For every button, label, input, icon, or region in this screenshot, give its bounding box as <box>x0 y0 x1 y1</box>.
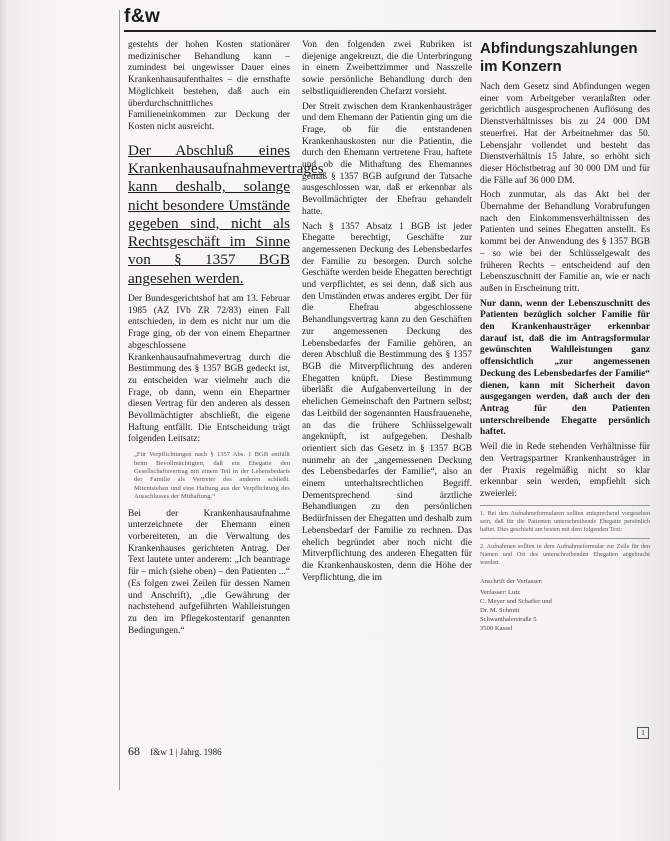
column-2 <box>302 40 472 778</box>
col1-footnote: „Für Verpflichtungen nach § 1357 Abs. 1 BGB entfällt beim Bevollmächtigten, daß ein Ehegatte den Gesellschaftsvertrag mit einem Teil in der Lebensbedarfs der Familie als Vertreter des anderen schließt. Mitentstehen und eine Haftung aus der Verpflichtung des Ausschlusses der Mithaftung.“ <box>134 451 290 501</box>
pull-quote: Der Abschluß eines Krankenhausaufnahmevertrages kann deshalb, solange nicht besondere Umstände gegeben sind, nicht als Rechtsgeschäft im Sinne von § 1357 BGB angesehen werden. <box>128 141 324 287</box>
page-number: 68 <box>128 744 140 758</box>
col2-paragraph-3: Nach § 1357 Absatz 1 BGB ist jeder Ehegatte berechtigt, Geschäfte zur angemessenen Deckung des Lebensbedarfes der Familie zu besorgen. Durch solche Geschäfte werden beide Ehegatten berechtigt und verpflichtet, es sei denn, daß sich aus den Umständen etwas anderes ergibt. Der für die Ehefrau abgeschlossene Behandlungsvertrag kann zu den Geschäften zur angemessenen Deckung des Lebensbedarfes der Familie gehören, an deren Abschluß die Bestimmung des § 1357 BGB die Mitverpflichtung des anderen Ehegatten knüpft. Diese Bestimmung überläßt die Aufgabenverteilung in der ehelichen Gemeinschaft den Partnern selbst; das Leitbild der sogenannten Hausfrauenehe, an das die frühere Schlüsselgewalt angeknüpft, ist aufgegeben. Deshalb orientiert sich das Gesetz in § 1357 BGB nunmehr an der „angemessenen Deckung des Lebensbedarfes der Familie“, also an einem unterhaltsrechtlichen Begriff. Dementsprechend sind ärztliche Behandlungen zu den persönlichen Bedürfnissen der Ehegatten und deshalb zum Lebensbedarf der Familie zu rechnen. Das ehelich begründet aber noch nicht die Mitverpflichtung des anderen Ehegatten für die Krankenhauskosten, denn die Höhe der Verpflichtung, die im <box>302 221 472 583</box>
issue-info: f&w 1 | Jahrg. 1986 <box>150 747 222 757</box>
corner-mark: 1 <box>637 727 649 739</box>
col1-paragraph-2: Bei der Krankenhausaufnahme unterzeichnete der Ehemann einen vorbereiteten, an die Verwaltung des Krankenhauses gerichteten Antrag. Der Text lautete unter anderem: „Ich beantrage für – mich (siehe oben) – den Patienten ...“ (Es folgen zwei Zeilen für dessen Namen und Anschrift), „die Gewährung der nachstehend aufgeführten Wahlleistungen zu den im Pflegekostentarif genannten Bedingungen.“ <box>128 508 290 636</box>
sidebar-title: Abfindungszahlungen im Konzern <box>480 40 638 75</box>
col3-paragraph-3: Nur dann, wenn der Lebenszuschnitt des Patienten bezüglich solcher Familie für den Krankenhausträger erkennbar darauf ist, daß die im Antragsformular gewünschten Wahlleistungen ganz offensichtlich „zur angemessenen Deckung des Lebensbedarfes der Familie“ dienen, kann mit Sicherheit davon ausgegangen werden, daß auch der den Antrag für den Patienten unterschreibende Ehegatte persönlich haftet. <box>480 298 650 438</box>
author-address: Verfasser: Lutz C. Meyer und Schaffer und Dr. M. Schmitt Schwanthalerstraße 5 3500 Kassel <box>480 588 552 632</box>
col1-intro: gestehts der hohen Kosten stationärer medizinischer Behandlung kann – zumindest bei ungewisser Dauer eines Krankenhausaufenthaltes – die ernsthafte Möglichkeit bestehen, daß auch ein überdurchschnittliches Familieneinkommen zur Deckung der Kosten nicht ausreicht. <box>128 40 290 132</box>
col2-paragraph-1: Von den folgenden zwei Rubriken ist diejenige angekreuzt, die die Unterbringung in einem Zweibettzimmer und Nasszelle sowie persönliche Behandlung durch den selbstliquidierenden Chefarzt vorsieht. <box>302 40 472 97</box>
col3-note-1: 1. Bei den Aufnahmeformularen sollten entsprechend vorgesehen sein, daß für die Patienten unterschreibende Ehegatte persönlich haftet. Dies geschieht am besten mit dem folgenden Text: <box>480 505 650 534</box>
column-3 <box>480 40 650 778</box>
header-rule <box>124 30 656 32</box>
author-label: Anschrift der Verfasser: <box>480 577 543 585</box>
col3-note-2: 2. Aufnahmen sollten in dem Aufnahmeformular zur Zeile für den Namen und Ort des unterschreibenden Ehegatten angebracht werden. <box>480 538 650 567</box>
col3-paragraph-4: Weil die in Rede stehenden Verhältnisse für den Vertragspartner Krankenhausträger in der Praxis regelmäßig nicht so klar erkennbar sein werden, empfiehlt sich zweierlei: <box>480 442 650 499</box>
margin-rule <box>119 10 120 790</box>
col2-paragraph-2: Der Streit zwischen dem Krankenhausträger und dem Ehemann der Patientin ging um die Frage, ob für die entstandenen Krankenhauskosten nur die Patientin, die durch den Ehemann vertretene Frau, haftete und ob die Mithaftung des Ehemannes gemäß § 1357 BGB aufgrund der Tatsache ausgeschlossen war, daß er erkennbar als Bevollmächtigter der Ehefrau gehandelt hatte. <box>302 101 472 217</box>
binder-shadow <box>0 0 8 841</box>
magazine-brand: f&w <box>124 6 161 27</box>
column-1 <box>128 40 324 778</box>
col3-paragraph-2: Hoch zunmutar, als das Akt bei der Übernahme der Behandlung Vorabrufungen nach den Einkommensverhältnissen des Patienten und seines Ehegatten anstellt. Es kommt bei der Anwendung des § 1357 BGB – so wie bei der Schlüsselgewalt des früheren Rechts – entscheidend auf den Lebenszuschnitt der Familie an, wie er nach außen in Erscheinung tritt. <box>480 190 650 294</box>
col3-paragraph-1: Nach dem Gesetz sind Abfindungen wegen einer vom Arbeitgeber veranlaßten oder gerichtlich ausgesprochenen Auflösung des Dienstverhältnisses bis zu 24 000 DM steuerfrei. Hat der Arbeitnehmer das 50. Lebensjahr vollendet und besteht das Dienstverhältnis 15 Jahre, so erhöht sich dieser Höchstbetrag auf 30 000 DM und für die Fälle auf 36 000 DM. <box>480 82 650 186</box>
col1-paragraph-1: Der Bundesgerichtshof hat am 13. Februar 1985 (AZ IVb ZR 72/83) einen Fall entschieden, in dem es nicht nur um die Frage ging, ob der von einem Ehepartner abgeschlossene Krankenhausaufnahmevertrag durch die Bestimmung des § 1357 BGB gedeckt ist, zu entscheiden war vielmehr auch die Frage, ob dann, wenn ein Ehepartner diesen Vertrag für den anderen als dessen Bevollmächtigter abschließt, die eigene Haftung entfällt. Die Entscheidung trägt folgenden Leitsatz: <box>128 294 290 445</box>
page-footer <box>128 744 222 759</box>
